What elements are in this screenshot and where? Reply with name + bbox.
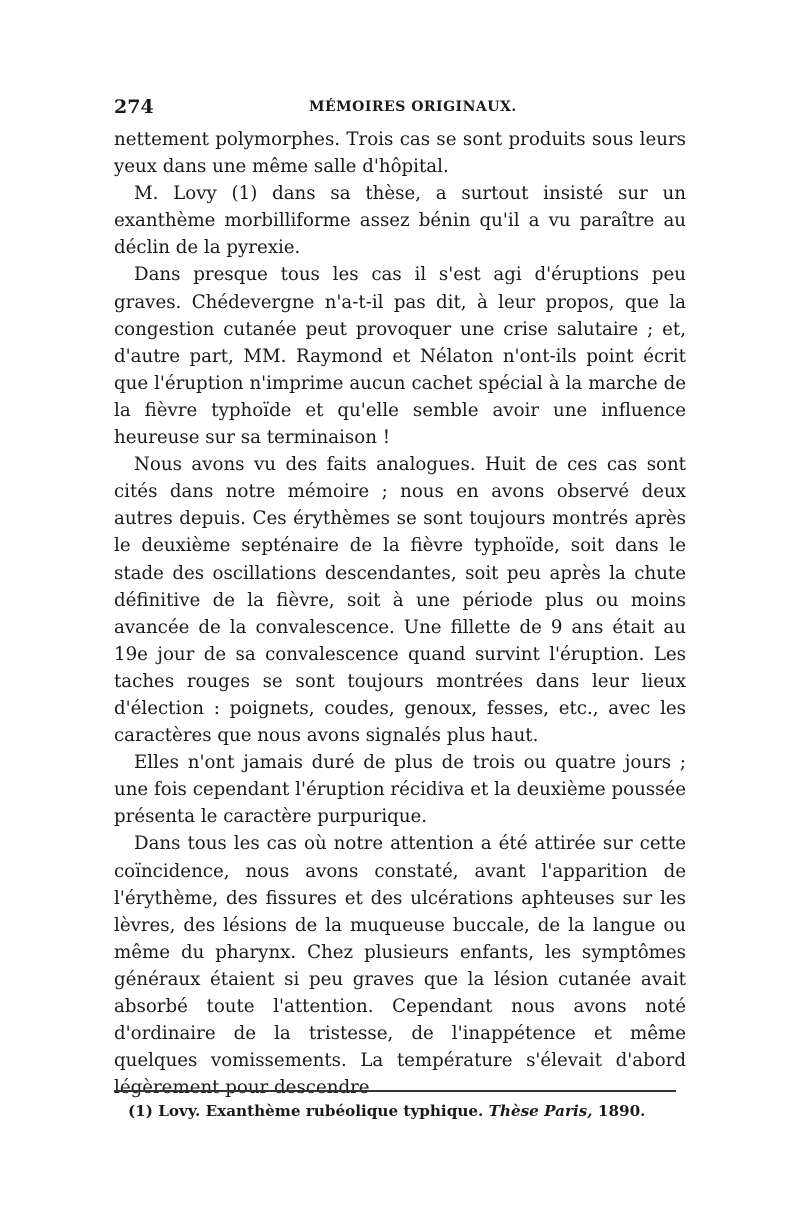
footnote	[128, 1102, 645, 1120]
page-header	[114, 96, 686, 126]
footnote-year: 1890.	[597, 1102, 646, 1120]
running-head: MÉMOIRES ORIGINAUX.	[309, 99, 517, 115]
page-number: 274	[114, 96, 154, 118]
paragraph: Elles n'ont jamais duré de plus de trois ou quatre jours ; une fois cependant l'éruption récidiva et la deuxième poussée présenta le caractère purpurique.	[114, 752, 686, 828]
paragraph: M. Lovy (1) dans sa thèse, a surtout insisté sur un exanthème morbilliforme assez bénin qu'il a vu paraître au déclin de la pyrexie.	[114, 183, 686, 259]
paragraph: Dans presque tous les cas il s'est agi d'éruptions peu graves. Chédevergne n'a-t-il pas dit, à leur propos, que la congestion cutanée peut provoquer une crise salutaire ; et, d'autre part, MM. Raymond et Nélaton n'ont-ils point écrit que l'éruption n'imprime aucun cachet spécial à la marche de la fièvre typhoïde et qu'elle semble avoir une influence heureuse sur sa terminaison !	[114, 264, 686, 449]
paragraph: Dans tous les cas où notre attention a été attirée sur cette coïncidence, nous avons constaté, avant l'apparition de l'érythème, des fissures et des ulcérations aphteuses sur les lèvres, des lésions de la muqueuse buccale, de la langue ou même du pharynx. Chez plusieurs enfants, les symptômes généraux étaient si peu graves que la lésion cutanée avait absorbé toute l'attention. Cependant nous avons noté d'ordinaire de la tristesse, de l'inappétence et même quelques vomissements. La température s'élevait d'abord légèrement pour descendre	[114, 833, 686, 1099]
footnote-author: Lovy.	[158, 1102, 201, 1120]
paragraph: nettement polymorphes. Trois cas se sont produits sous leurs yeux dans une même salle d'hôpital.	[114, 129, 686, 178]
footnote-divider	[114, 1090, 676, 1092]
body-text	[114, 126, 686, 1101]
footnote-title: Exanthème rubéolique typhique.	[205, 1102, 484, 1120]
paragraph: Nous avons vu des faits analogues. Huit de ces cas sont cités dans notre mémoire ; nous en avons observé deux autres depuis. Ces érythèmes se sont toujours montrés après le deuxième septénaire de la fièvre typhoïde, soit dans le stade des oscillations descendantes, soit peu après la chute définitive de la fièvre, soit à une période plus ou moins avancée de la convalescence. Une fillette de 9 ans était au 19e jour de sa convalescence quand survint l'éruption. Les taches rouges se sont toujours montrées dans leur lieux d'élection : poignets, coudes, genoux, fesses, etc., avec les caractères que nous avons signalés plus haut.	[114, 454, 686, 747]
footnote-marker: (1)	[128, 1102, 153, 1120]
page	[114, 96, 686, 1101]
footnote-source: Thèse Paris,	[488, 1102, 593, 1120]
